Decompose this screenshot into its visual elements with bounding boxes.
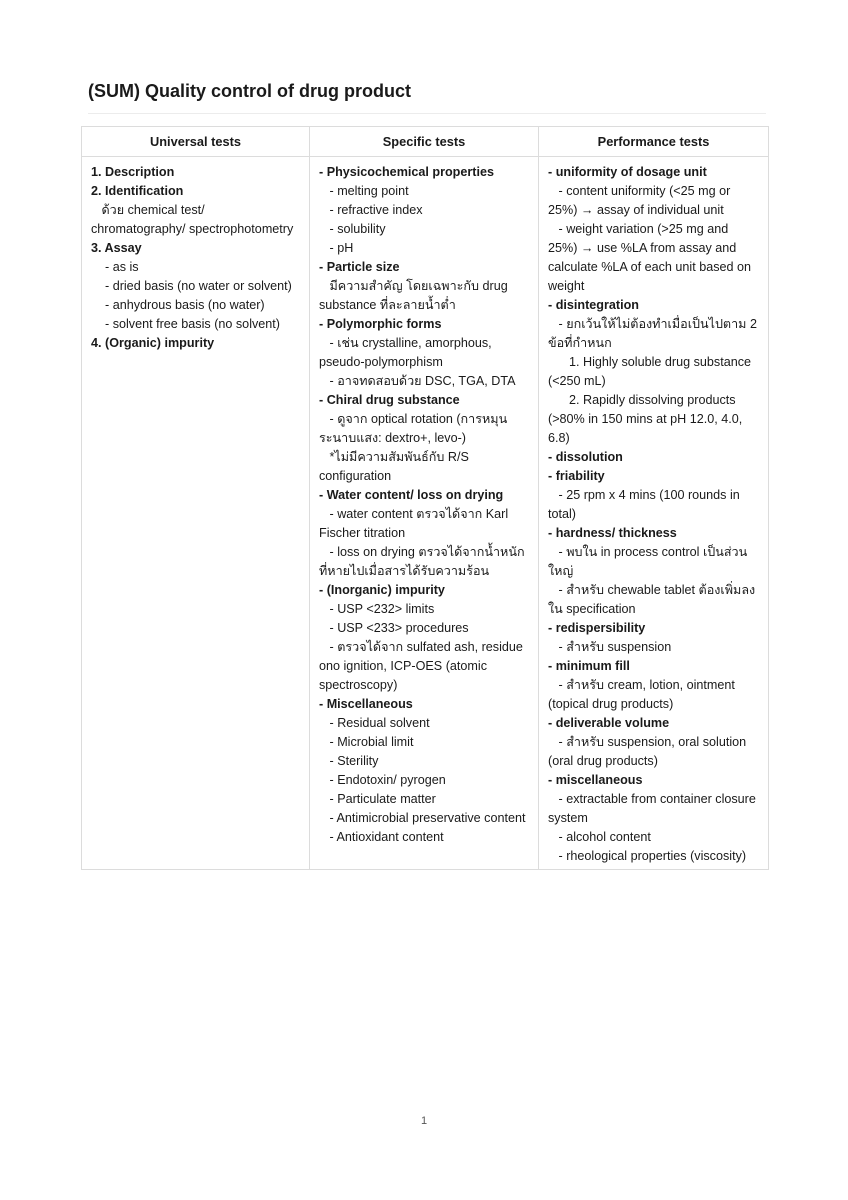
- list-item: - anhydrous basis (no water): [91, 298, 265, 312]
- list-item: - USP <233> procedures: [319, 621, 469, 635]
- list-item: ด้วย chemical test/ chromatography/ spectrophotometry: [91, 203, 294, 236]
- section-heading: 3. Assay: [91, 241, 142, 255]
- universal-tests-cell: [82, 157, 310, 870]
- list-item: - refractive index: [319, 203, 423, 217]
- section-heading: - friability: [548, 469, 605, 483]
- section-heading: - Physicochemical properties: [319, 165, 494, 179]
- table-header-row: [82, 127, 769, 157]
- list-item: - Sterility: [319, 754, 379, 768]
- list-item: *ไม่มีความสัมพันธ์กับ R/S configuration: [319, 450, 469, 483]
- section-heading: 4. (Organic) impurity: [91, 336, 215, 350]
- section-heading: 1. Description: [91, 165, 175, 179]
- list-item: - ยกเว้นให้ไม่ต้องทำเมื่อเป็นไปตาม 2 ข้อที่กำหนก: [548, 317, 757, 350]
- list-item: - melting point: [319, 184, 409, 198]
- list-item: - Microbial limit: [319, 735, 414, 749]
- header-performance-tests: Performance tests: [539, 127, 769, 157]
- list-item: - pH: [319, 241, 354, 255]
- section-heading: - disintegration: [548, 298, 639, 312]
- list-item: - Particulate matter: [319, 792, 436, 806]
- list-item: - Antioxidant content: [319, 830, 444, 844]
- section-heading: 2. Identification: [91, 184, 184, 198]
- list-item: - Endotoxin/ pyrogen: [319, 773, 446, 787]
- list-item: - weight variation (>25 mg and 25%) → use %LA from assay and calculate %LA of each unit based on weight: [548, 222, 752, 293]
- section-heading: - minimum fill: [548, 659, 630, 673]
- section-heading: - redispersibility: [548, 621, 646, 635]
- header-universal-tests: Universal tests: [82, 127, 310, 157]
- page-title: (SUM) Quality control of drug product: [88, 81, 411, 101]
- list-item: - alcohol content: [548, 830, 651, 844]
- section-heading: - (Inorganic) impurity: [319, 583, 445, 597]
- list-item: - content uniformity (<25 mg or 25%) → assay of individual unit: [548, 184, 731, 217]
- section-heading: - Particle size: [319, 260, 400, 274]
- page-number: 1: [420, 1115, 428, 1127]
- list-item: - Residual solvent: [319, 716, 430, 730]
- list-item: - เช่น crystalline, amorphous, pseudo-polymorphism: [319, 336, 492, 369]
- list-item: - สำหรับ suspension, oral solution (oral drug products): [548, 735, 747, 768]
- list-item: - สำหรับ cream, lotion, ointment (topical drug products): [548, 678, 735, 711]
- list-item: - Antimicrobial preservative content: [319, 811, 526, 825]
- performance-tests-cell: [539, 157, 769, 870]
- list-item: - rheological properties (viscosity): [548, 849, 747, 863]
- list-item: - solubility: [319, 222, 386, 236]
- list-item: - พบใน in process control เป็นส่วนใหญ่: [548, 545, 748, 578]
- list-item: 1. Highly soluble drug substance (<250 mL): [548, 355, 752, 388]
- section-heading: - uniformity of dosage unit: [548, 165, 707, 179]
- list-item: - ตรวจได้จาก sulfated ash, residue ono ignition, ICP-OES (atomic spectroscopy): [319, 640, 523, 692]
- header-specific-tests: Specific tests: [310, 127, 539, 157]
- list-item: - extractable from container closure system: [548, 792, 756, 825]
- section-heading: - Miscellaneous: [319, 697, 413, 711]
- list-item: - สำหรับ chewable tablet ต้องเพิ่มลงใน specification: [548, 583, 756, 616]
- list-item: - loss on drying ตรวจได้จากน้ำหนักที่หายไปเมื่อสารได้รับความร้อน: [319, 545, 525, 578]
- section-heading: - dissolution: [548, 450, 623, 464]
- title-divider: [88, 113, 766, 114]
- list-item: - สำหรับ suspension: [548, 640, 672, 654]
- section-heading: - miscellaneous: [548, 773, 643, 787]
- list-item: มีความสำคัญ โดยเฉพาะกับ drug substance ที่ละลายน้ำต่ำ: [319, 279, 508, 312]
- section-heading: - hardness/ thickness: [548, 526, 677, 540]
- list-item: 2. Rapidly dissolving products (>80% in 150 mins at pH 12.0, 4.0, 6.8): [548, 393, 743, 445]
- list-item: - 25 rpm x 4 mins (100 rounds in total): [548, 488, 740, 521]
- table-row: [82, 157, 769, 870]
- list-item: - water content ตรวจได้จาก Karl Fischer titration: [319, 507, 509, 540]
- section-heading: - deliverable volume: [548, 716, 670, 730]
- quality-control-table: [81, 126, 769, 870]
- list-item: - อาจทดสอบด้วย DSC, TGA, DTA: [319, 374, 516, 388]
- section-heading: - Chiral drug substance: [319, 393, 460, 407]
- list-item: - as is: [91, 260, 139, 274]
- list-item: - dried basis (no water or solvent): [91, 279, 292, 293]
- list-item: - USP <232> limits: [319, 602, 435, 616]
- specific-tests-cell: [310, 157, 539, 870]
- section-heading: - Polymorphic forms: [319, 317, 442, 331]
- list-item: - solvent free basis (no solvent): [91, 317, 280, 331]
- section-heading: - Water content/ loss on drying: [319, 488, 504, 502]
- list-item: - ดูจาก optical rotation (การหมุนระนาบแสง: dextro+, levo-): [319, 412, 508, 445]
